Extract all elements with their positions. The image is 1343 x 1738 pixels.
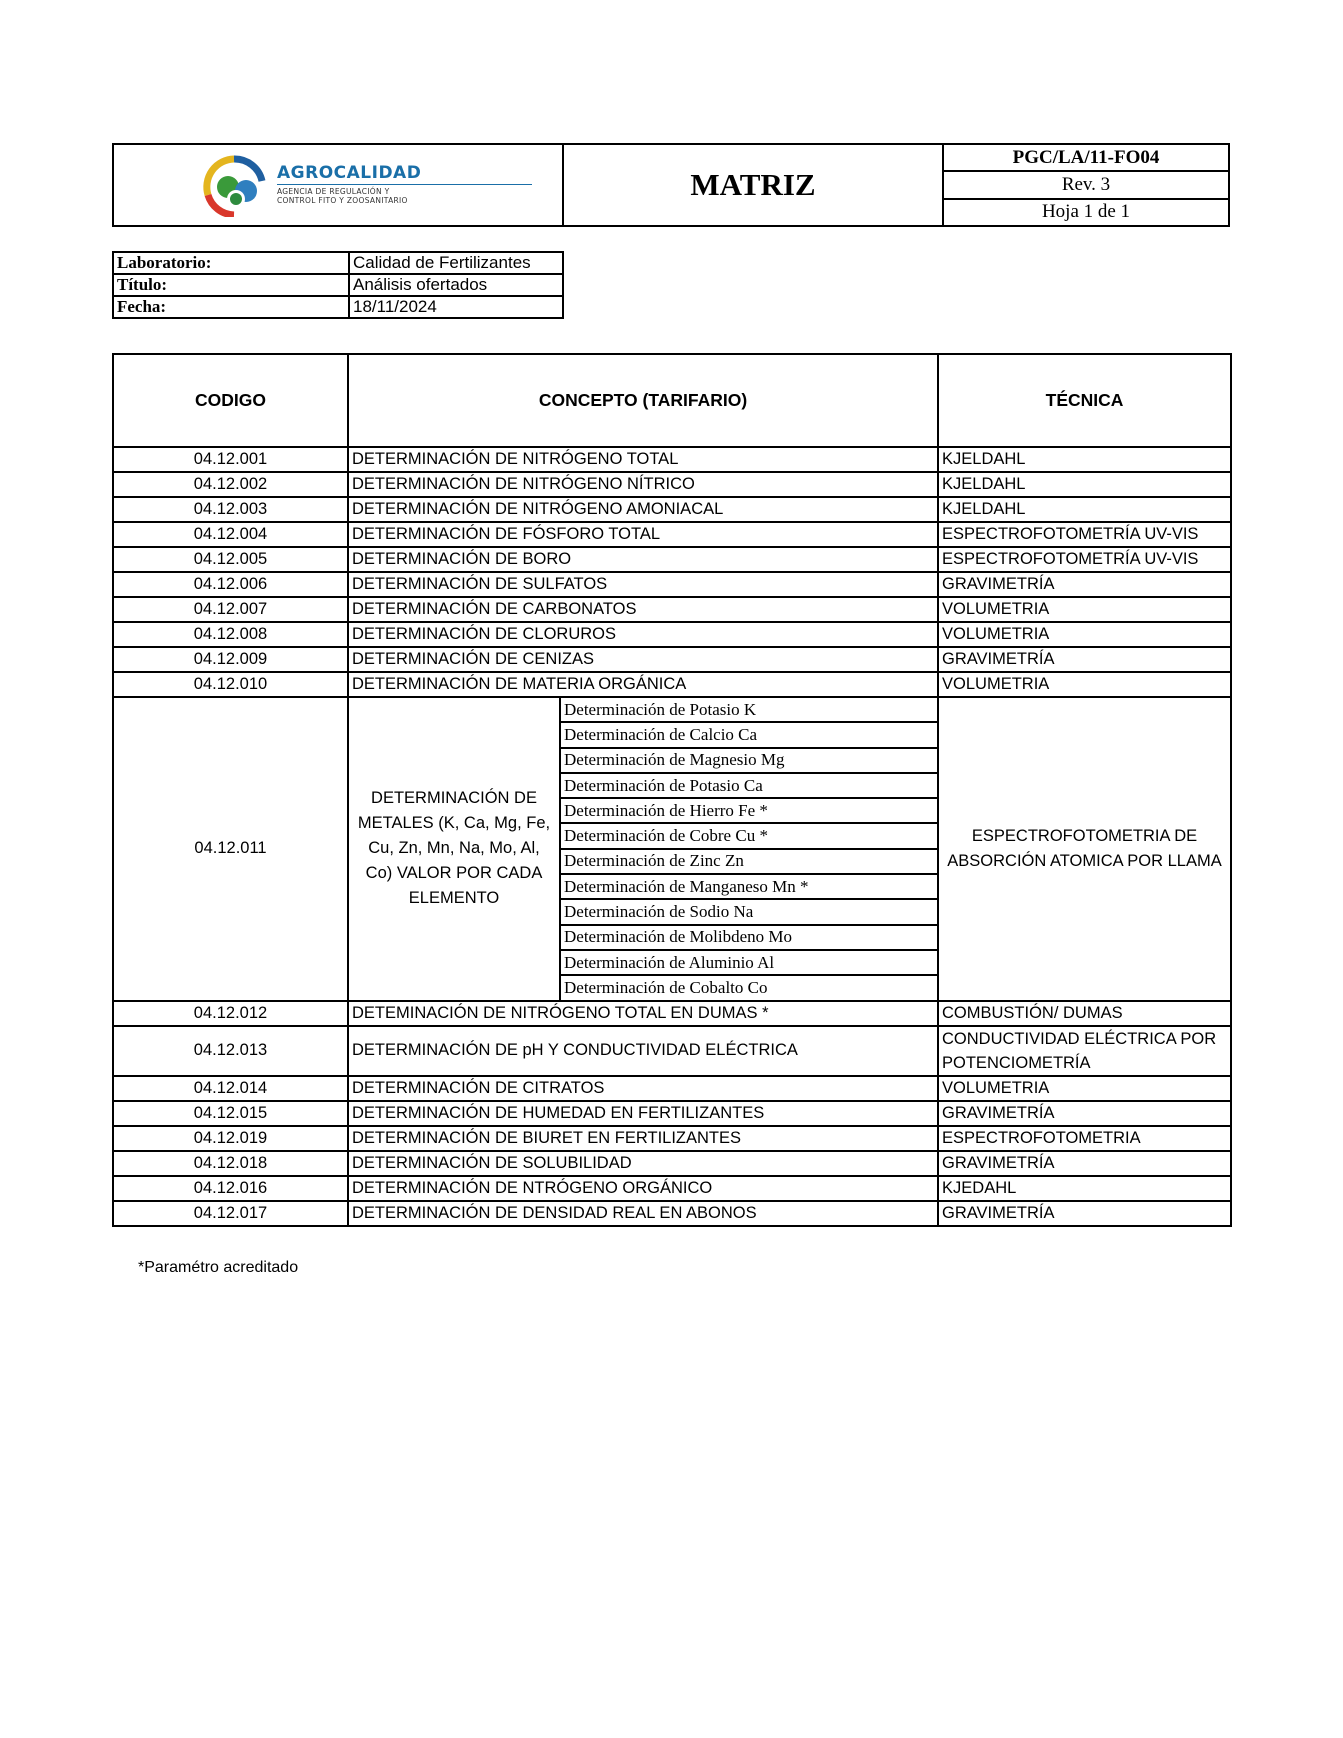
row-technique: ESPECTROFOTOMETRÍA UV-VIS xyxy=(938,547,1231,572)
row-code: 04.12.019 xyxy=(113,1126,348,1151)
row-concept: DETERMINACIÓN DE FÓSFORO TOTAL xyxy=(348,522,938,547)
title-label: Título: xyxy=(113,274,349,296)
row-concept: DETERMINACIÓN DE NITRÓGENO AMONIACAL xyxy=(348,497,938,522)
row-code: 04.12.008 xyxy=(113,622,348,647)
row-code: 04.12.003 xyxy=(113,497,348,522)
logo-cell xyxy=(114,145,564,225)
table-row xyxy=(113,497,1231,522)
header-technique: TÉCNICA xyxy=(938,354,1231,447)
logo-subtitle-line-1: AGENCIA DE REGULACIÓN Y xyxy=(277,187,390,196)
row-code: 04.12.018 xyxy=(113,1151,348,1176)
metal-element: Determinación de Molibdeno Mo xyxy=(560,925,938,950)
table-row xyxy=(113,622,1231,647)
row-technique: GRAVIMETRÍA xyxy=(938,1101,1231,1126)
row-code: 04.12.012 xyxy=(113,1001,348,1026)
row-technique: ESPECTROFOTOMETRÍA UV-VIS xyxy=(938,522,1231,547)
info-table xyxy=(112,251,564,319)
info-row-lab xyxy=(113,252,563,274)
document-meta xyxy=(944,145,1228,225)
logo-subtitle xyxy=(277,187,408,205)
metals-concept: DETERMINACIÓN DE METALES (K, Ca, Mg, Fe, Cu, Zn, Mn, Na, Mo, Al, Co) VALOR POR CADA ELEMENTO xyxy=(348,697,560,1001)
info-row-title xyxy=(113,274,563,296)
table-row xyxy=(113,1201,1231,1226)
title-value: Análisis ofertados xyxy=(349,274,563,296)
row-technique: VOLUMETRIA xyxy=(938,1076,1231,1101)
date-value: 18/11/2024 xyxy=(349,296,563,318)
metal-row xyxy=(113,697,1231,722)
metal-element: Determinación de Sodio Na xyxy=(560,899,938,924)
row-code: 04.12.009 xyxy=(113,647,348,672)
row-technique: KJELDAHL xyxy=(938,447,1231,472)
row-concept: DETEMINACIÓN DE NITRÓGENO TOTAL EN DUMAS * xyxy=(348,1001,938,1026)
table-row xyxy=(113,1176,1231,1201)
table-row xyxy=(113,572,1231,597)
table-row xyxy=(113,472,1231,497)
row-code: 04.12.005 xyxy=(113,547,348,572)
row-code: 04.12.010 xyxy=(113,672,348,697)
metal-element: Determinación de Zinc Zn xyxy=(560,849,938,874)
row-technique: COMBUSTIÓN/ DUMAS xyxy=(938,1001,1231,1026)
row-concept: DETERMINACIÓN DE SULFATOS xyxy=(348,572,938,597)
table-row xyxy=(113,1001,1231,1026)
row-technique: ESPECTROFOTOMETRIA xyxy=(938,1126,1231,1151)
metals-code: 04.12.011 xyxy=(113,697,348,1001)
row-code: 04.12.002 xyxy=(113,472,348,497)
table-row xyxy=(113,1076,1231,1101)
metal-element: Determinación de Cobalto Co xyxy=(560,975,938,1000)
row-code: 04.12.006 xyxy=(113,572,348,597)
row-code: 04.12.017 xyxy=(113,1201,348,1226)
row-concept: DETERMINACIÓN DE DENSIDAD REAL EN ABONOS xyxy=(348,1201,938,1226)
document-title: MATRIZ xyxy=(564,145,944,225)
metal-element: Determinación de Hierro Fe * xyxy=(560,798,938,823)
row-technique: GRAVIMETRÍA xyxy=(938,1201,1231,1226)
row-concept: DETERMINACIÓN DE HUMEDAD EN FERTILIZANTES xyxy=(348,1101,938,1126)
row-concept: DETERMINACIÓN DE CLORUROS xyxy=(348,622,938,647)
lab-value: Calidad de Fertilizantes xyxy=(349,252,563,274)
row-concept: DETERMINACIÓN DE BIURET EN FERTILIZANTES xyxy=(348,1126,938,1151)
table-header-row xyxy=(113,354,1231,447)
metal-element: Determinación de Potasio Ca xyxy=(560,773,938,798)
table-row xyxy=(113,1151,1231,1176)
row-concept: DETERMINACIÓN DE MATERIA ORGÁNICA xyxy=(348,672,938,697)
logo-divider xyxy=(277,184,532,185)
row-technique: GRAVIMETRÍA xyxy=(938,1151,1231,1176)
metal-element: Determinación de Cobre Cu * xyxy=(560,823,938,848)
metal-element: Determinación de Potasio K xyxy=(560,697,938,722)
row-concept: DETERMINACIÓN DE NITRÓGENO TOTAL xyxy=(348,447,938,472)
row-technique: VOLUMETRIA xyxy=(938,672,1231,697)
row-code: 04.12.013 xyxy=(113,1026,348,1076)
table-row xyxy=(113,597,1231,622)
table-row xyxy=(113,647,1231,672)
header-concept: CONCEPTO (TARIFARIO) xyxy=(348,354,938,447)
row-code: 04.12.001 xyxy=(113,447,348,472)
row-concept: DETERMINACIÓN DE pH Y CONDUCTIVIDAD ELÉCTRICA xyxy=(348,1026,938,1076)
date-label: Fecha: xyxy=(113,296,349,318)
row-technique: CONDUCTIVIDAD ELÉCTRICA POR POTENCIOMETRÍA xyxy=(938,1026,1231,1076)
row-technique: VOLUMETRIA xyxy=(938,597,1231,622)
table-row xyxy=(113,1101,1231,1126)
document-page: Hoja 1 de 1 xyxy=(944,198,1228,225)
table-row xyxy=(113,1126,1231,1151)
table-row xyxy=(113,547,1231,572)
row-concept: DETERMINACIÓN DE NTRÓGENO ORGÁNICO xyxy=(348,1176,938,1201)
logo-name: AGROCALIDAD xyxy=(277,163,422,183)
row-code: 04.12.007 xyxy=(113,597,348,622)
table-row xyxy=(113,447,1231,472)
row-concept: DETERMINACIÓN DE CITRATOS xyxy=(348,1076,938,1101)
row-concept: DETERMINACIÓN DE CARBONATOS xyxy=(348,597,938,622)
row-technique: GRAVIMETRÍA xyxy=(938,647,1231,672)
metal-element: Determinación de Magnesio Mg xyxy=(560,748,938,773)
metals-technique: ESPECTROFOTOMETRIA DE ABSORCIÓN ATOMICA POR LLAMA xyxy=(938,697,1231,1001)
table-row xyxy=(113,672,1231,697)
analysis-table xyxy=(112,353,1232,1227)
row-technique: KJELDAHL xyxy=(938,497,1231,522)
row-code: 04.12.014 xyxy=(113,1076,348,1101)
row-concept: DETERMINACIÓN DE SOLUBILIDAD xyxy=(348,1151,938,1176)
document-header xyxy=(112,143,1230,227)
table-row xyxy=(113,1026,1231,1076)
row-code: 04.12.016 xyxy=(113,1176,348,1201)
row-technique: KJEDAHL xyxy=(938,1176,1231,1201)
info-row-date xyxy=(113,296,563,318)
table-row xyxy=(113,522,1231,547)
lab-label: Laboratorio: xyxy=(113,252,349,274)
metal-element: Determinación de Calcio Ca xyxy=(560,722,938,747)
row-code: 04.12.015 xyxy=(113,1101,348,1126)
agrocalidad-logo-icon xyxy=(200,155,268,217)
row-technique: GRAVIMETRÍA xyxy=(938,572,1231,597)
row-concept: DETERMINACIÓN DE CENIZAS xyxy=(348,647,938,672)
row-concept: DETERMINACIÓN DE NITRÓGENO NÍTRICO xyxy=(348,472,938,497)
footnote: *Paramétro acreditado xyxy=(138,1259,299,1276)
metal-element: Determinación de Manganeso Mn * xyxy=(560,874,938,899)
row-technique: KJELDAHL xyxy=(938,472,1231,497)
table-body xyxy=(113,447,1231,1226)
row-technique: VOLUMETRIA xyxy=(938,622,1231,647)
logo-subtitle-line-2: CONTROL FITO Y ZOOSANITARIO xyxy=(277,196,408,205)
document-revision: Rev. 3 xyxy=(944,170,1228,197)
document-code: PGC/LA/11-FO04 xyxy=(1012,146,1160,168)
row-concept: DETERMINACIÓN DE BORO xyxy=(348,547,938,572)
metal-element: Determinación de Aluminio Al xyxy=(560,950,938,975)
row-code: 04.12.004 xyxy=(113,522,348,547)
header-code: CODIGO xyxy=(113,354,348,447)
